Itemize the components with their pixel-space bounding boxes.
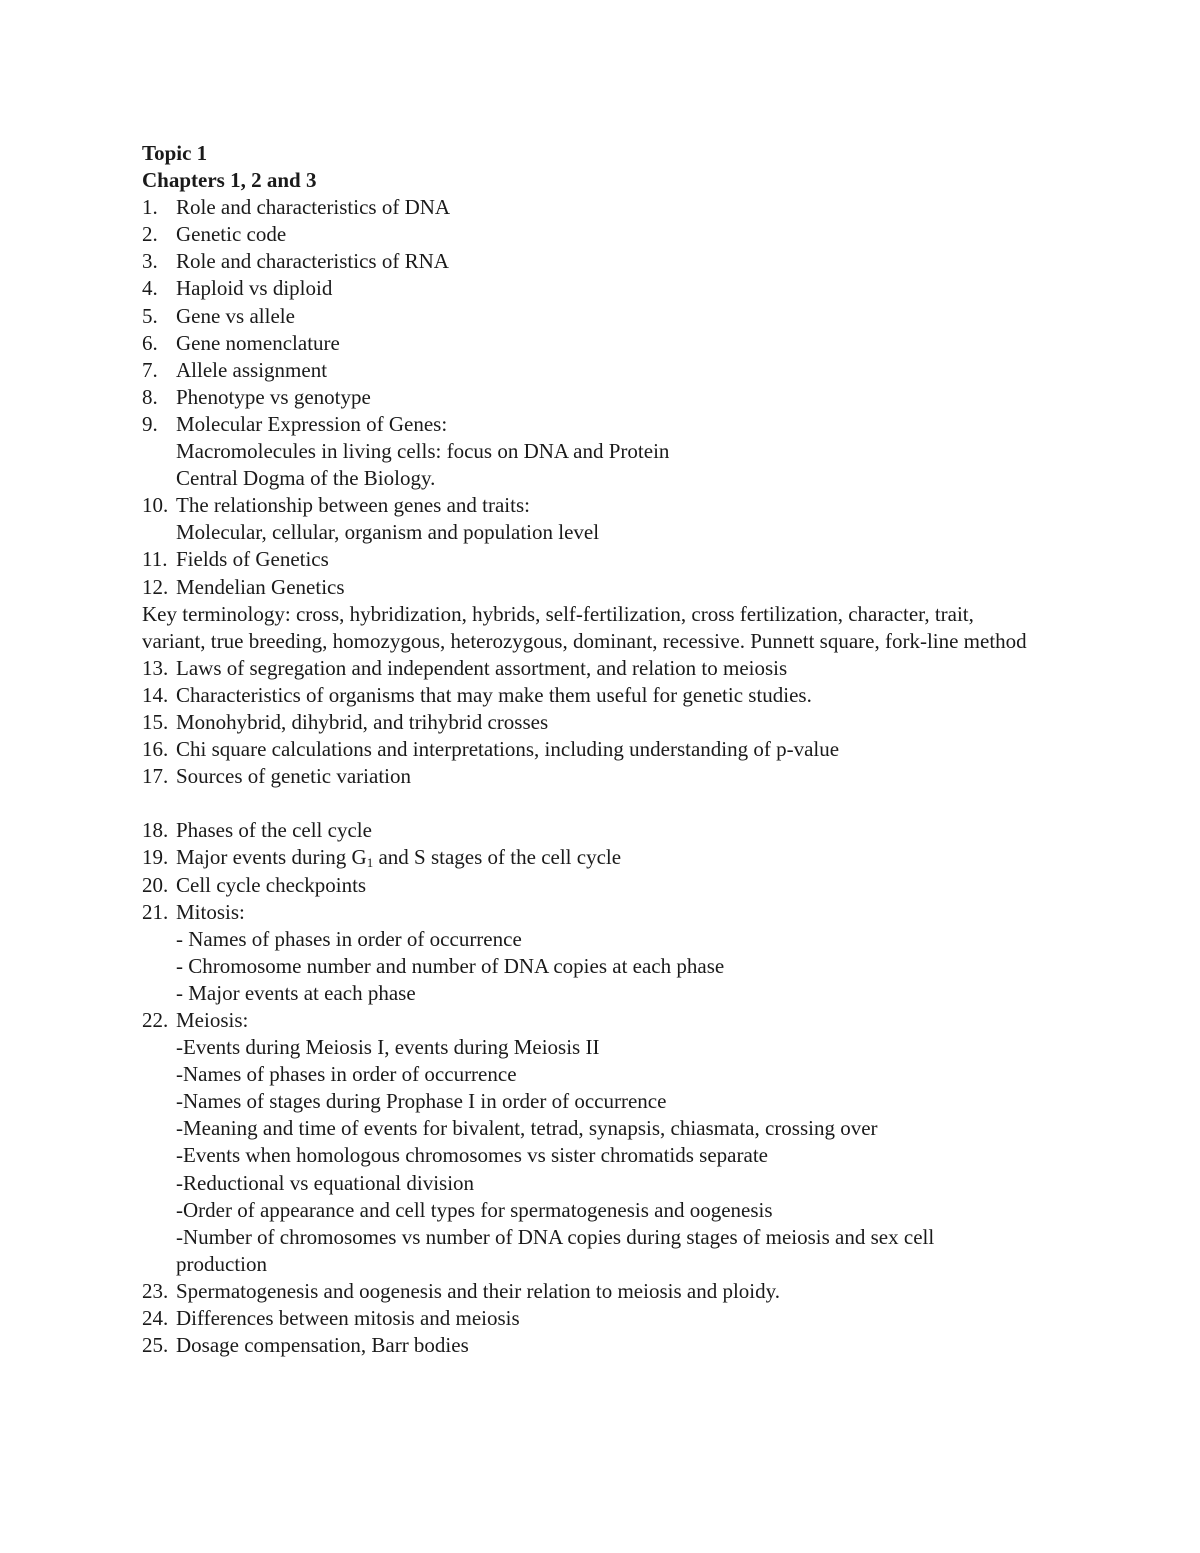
list-item xyxy=(142,709,1042,736)
item-number: 22. xyxy=(142,1008,169,1032)
list-item xyxy=(142,872,1042,899)
item-text: Allele assignment xyxy=(176,357,328,382)
list-item xyxy=(142,275,1042,302)
sub-line: -Meaning and time of events for bivalent, tetrad, synapsis, chiasmata, crossing over xyxy=(176,1116,878,1141)
list-item xyxy=(142,655,1042,682)
item-number: 7. xyxy=(142,357,158,382)
list-item xyxy=(142,1332,1042,1359)
list-item xyxy=(142,574,1042,601)
item-text: Mendelian Genetics xyxy=(176,574,345,599)
list-item xyxy=(142,248,1042,275)
item-number: 24. xyxy=(142,1306,169,1331)
sub-line: - Chromosome number and number of DNA copies at each phase xyxy=(176,953,725,978)
sub-line: Central Dogma of the Biology. xyxy=(176,466,436,491)
item-number: 14. xyxy=(142,682,169,707)
item-text xyxy=(176,844,621,871)
item-text: Phenotype vs genotype xyxy=(176,384,371,409)
sub-line: -Names of phases in order of occurrence xyxy=(176,1062,517,1087)
item-text: Haploid vs diploid xyxy=(176,276,333,301)
item-number: 23. xyxy=(142,1278,169,1303)
sub-line: production xyxy=(176,1251,267,1276)
item-number: 1. xyxy=(142,195,158,220)
item-text: Mitosis: xyxy=(176,899,245,924)
item-text: Laws of segregation and independent assortment, and relation to meiosis xyxy=(176,655,788,680)
list-item xyxy=(142,1007,1042,1034)
item-number: 8. xyxy=(142,384,158,409)
item-number: 15. xyxy=(142,709,169,734)
item-number: 12. xyxy=(142,574,169,599)
item-text: Cell cycle checkpoints xyxy=(176,872,367,897)
list-item xyxy=(142,546,1042,573)
key-terminology: Key terminology: cross, hybridization, hybrids, self-fertilization, cross fertilization, character, trait, variant, true breeding, homozygous, heterozygous, dominant, recessive. Punnett square, fork-line method xyxy=(142,601,1027,653)
item-text: Gene vs allele xyxy=(176,303,295,328)
item-number: 6. xyxy=(142,330,158,355)
topic-heading: Topic 1 xyxy=(142,141,208,165)
item-number: 19. xyxy=(142,845,169,870)
item-number: 10. xyxy=(142,493,169,518)
item-number: 21. xyxy=(142,899,169,924)
sub-line: Macromolecules in living cells: focus on DNA and Protein xyxy=(176,439,670,464)
sub-line: Molecular, cellular, organism and population level xyxy=(176,520,600,545)
item-number: 9. xyxy=(142,411,158,436)
list-item xyxy=(142,682,1042,709)
item-number: 25. xyxy=(142,1333,169,1358)
list-item xyxy=(142,492,1042,519)
item-text: Differences between mitosis and meiosis xyxy=(176,1306,520,1331)
blank-line xyxy=(142,790,1042,817)
item-text: Molecular Expression of Genes: xyxy=(176,411,448,436)
sub-line: -Order of appearance and cell types for spermatogenesis and oogenesis xyxy=(176,1197,773,1222)
item-text: The relationship between genes and traits: xyxy=(176,493,530,518)
sub-line: - Names of phases in order of occurrence xyxy=(176,926,522,951)
item-text: Role and characteristics of DNA xyxy=(176,195,451,220)
item-text: Meiosis: xyxy=(176,1008,249,1032)
list-item xyxy=(142,844,1042,871)
list-item xyxy=(142,330,1042,357)
list-item xyxy=(142,817,1042,844)
list-item xyxy=(142,763,1042,790)
item-text-before: Major events during G xyxy=(176,845,367,870)
item-number: 3. xyxy=(142,249,158,274)
item-text: Fields of Genetics xyxy=(176,547,329,572)
item-text: Genetic code xyxy=(176,222,287,247)
list-item xyxy=(142,221,1042,248)
list-item xyxy=(142,1278,1042,1305)
list-item xyxy=(142,194,1042,221)
item-text: Spermatogenesis and oogenesis and their relation to meiosis and ploidy. xyxy=(176,1278,781,1303)
item-number: 2. xyxy=(142,222,158,247)
sub-line: -Reductional vs equational division xyxy=(176,1170,475,1195)
item-text-after: and S stages of the cell cycle xyxy=(373,845,622,870)
item-number: 17. xyxy=(142,764,169,789)
item-number: 20. xyxy=(142,872,169,897)
list-item xyxy=(142,736,1042,763)
list-item xyxy=(142,899,1042,926)
item-text: Characteristics of organisms that may make them useful for genetic studies. xyxy=(176,682,812,707)
sub-line: -Number of chromosomes vs number of DNA copies during stages of meiosis and sex cell xyxy=(176,1224,935,1249)
item-number: 13. xyxy=(142,655,169,680)
list-item xyxy=(142,357,1042,384)
item-text: Gene nomenclature xyxy=(176,330,340,355)
item-number: 11. xyxy=(142,547,168,572)
chapters-heading: Chapters 1, 2 and 3 xyxy=(142,168,317,193)
item-text: Dosage compensation, Barr bodies xyxy=(176,1333,469,1358)
item-text: Monohybrid, dihybrid, and trihybrid crosses xyxy=(176,709,549,734)
item-text: Role and characteristics of RNA xyxy=(176,249,449,274)
list-item xyxy=(142,1305,1042,1332)
list-item xyxy=(142,411,1042,438)
item-number: 18. xyxy=(142,818,169,843)
sub-line: -Names of stages during Prophase I in order of occurrence xyxy=(176,1089,667,1114)
sub-line: -Events when homologous chromosomes vs sister chromatids separate xyxy=(176,1143,768,1168)
item-text: Chi square calculations and interpretations, including understanding of p-value xyxy=(176,737,840,762)
item-text: Sources of genetic variation xyxy=(176,764,411,789)
list-item xyxy=(142,303,1042,330)
item-number: 4. xyxy=(142,276,158,301)
item-number: 16. xyxy=(142,737,169,762)
item-number: 5. xyxy=(142,303,158,328)
list-item xyxy=(142,384,1042,411)
item-text: Phases of the cell cycle xyxy=(176,818,372,843)
sub-line: -Events during Meiosis I, events during Meiosis II xyxy=(176,1035,600,1060)
sub-line: - Major events at each phase xyxy=(176,980,416,1005)
document-page xyxy=(142,140,1042,1359)
subscript-one: 1 xyxy=(366,855,374,871)
